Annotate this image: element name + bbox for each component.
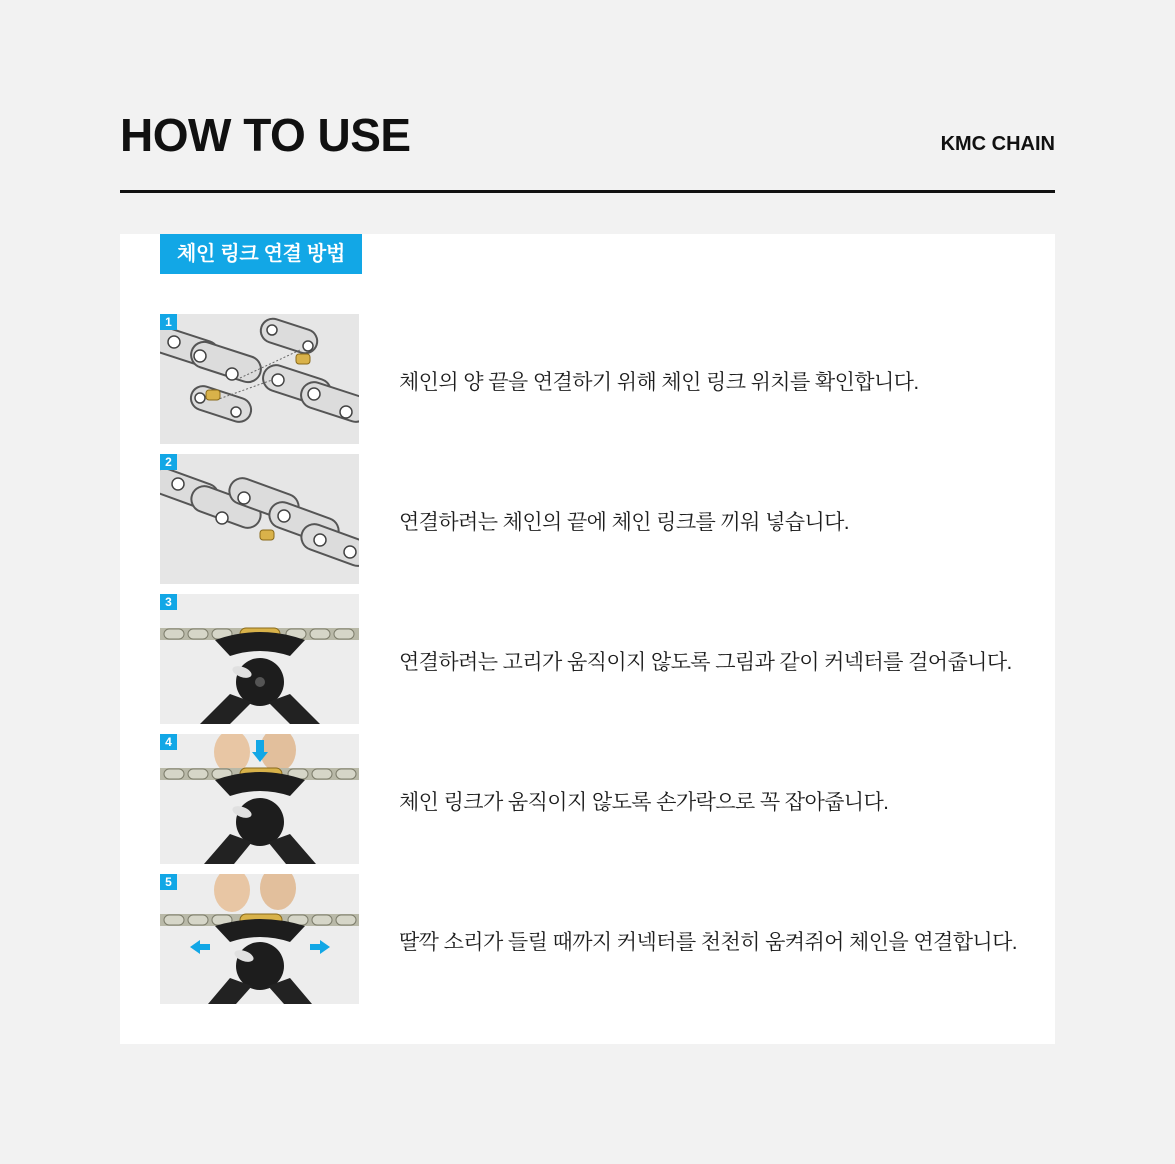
step-2 [160,454,1020,584]
step-5 [160,874,1020,1004]
step-number-badge: 3 [160,594,177,610]
step-number-badge: 5 [160,874,177,890]
header-divider [120,190,1055,193]
page-title: HOW TO USE [120,109,411,161]
step-text: 연결하려는 체인의 끝에 체인 링크를 끼워 넣습니다. [399,511,850,534]
finger-hold-photo [160,734,359,864]
plier-on-chain-photo [160,594,359,724]
instructions-panel [120,234,1055,1044]
plier-squeeze-photo [160,874,359,1004]
step-number-badge: 1 [160,314,177,330]
page-header [120,108,1055,192]
step-text: 체인의 양 끝을 연결하기 위해 체인 링크 위치를 확인합니다. [399,371,919,394]
section-tag: 체인 링크 연결 방법 [160,234,362,274]
step-4 [160,734,1020,864]
step-3 [160,594,1020,724]
chain-parts-illustration [160,314,359,444]
step-text: 딸깍 소리가 들릴 때까지 커넥터를 천천히 움켜쥐어 체인을 연결합니다. [399,931,1018,954]
step-number-badge: 2 [160,454,177,470]
brand-name: KMC CHAIN [940,133,1055,155]
step-1 [160,314,1020,444]
step-number-badge: 4 [160,734,177,750]
step-text: 체인 링크가 움직이지 않도록 손가락으로 꼭 잡아줍니다. [399,791,889,814]
chain-joined-illustration [160,454,359,584]
step-text: 연결하려는 고리가 움직이지 않도록 그림과 같이 커넥터를 걸어줍니다. [399,651,1012,674]
